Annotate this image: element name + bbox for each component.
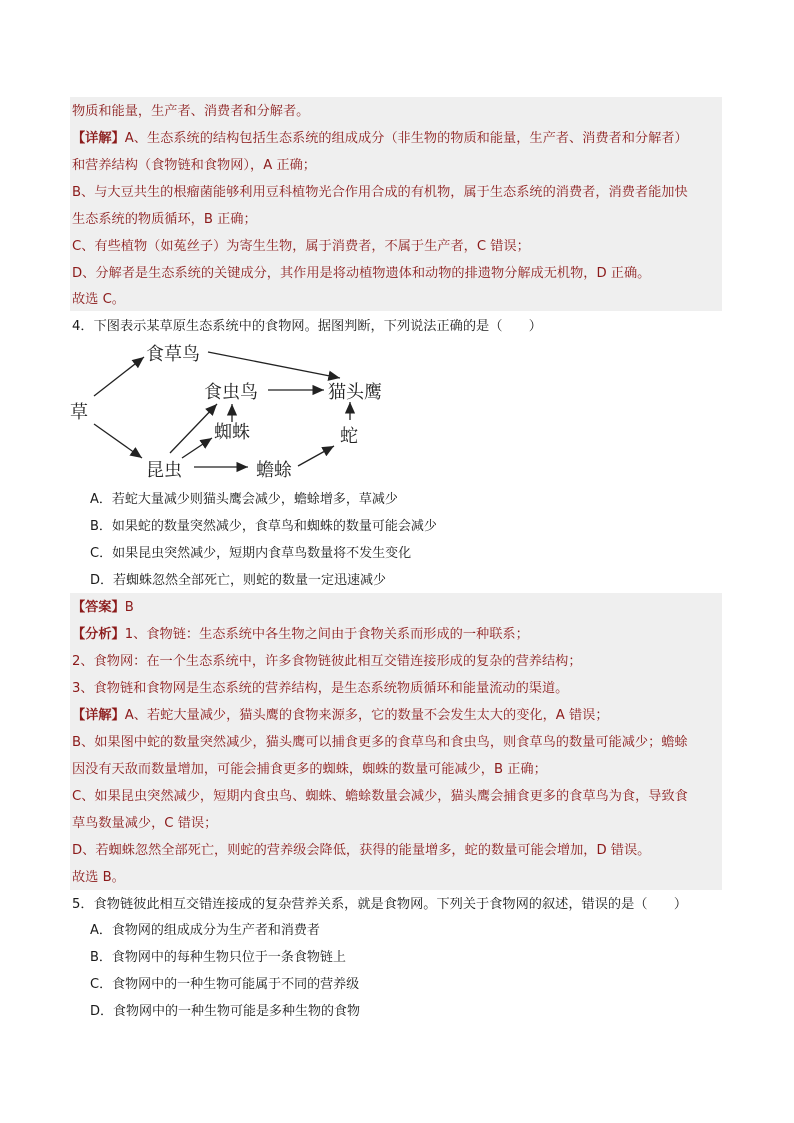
detail-tag-q4: 【详解】 [72, 708, 125, 723]
node-insect: 昆虫 [146, 460, 182, 481]
question-4-option-d: D．若蜘蛛忽然全部死亡，则蛇的数量一定迅速减少 [90, 573, 387, 588]
arrow-grass-insect [94, 424, 142, 458]
node-seed-bird: 食草鸟 [146, 344, 200, 365]
detail-line-5: 草鸟数量减少，C 错误； [72, 816, 218, 831]
question-4-option-b: B．如果蛇的数量突然减少，食草鸟和蜘蛛的数量可能会减少 [90, 519, 437, 534]
arrow-toad-snake [298, 446, 334, 466]
analysis-line-2: 2、食物网：在一个生态系统中，许多食物链彼此相互交错连接形成的复杂的营养结构； [72, 654, 582, 669]
node-snake: 蛇 [340, 426, 358, 447]
top-line-8: 故选 C。 [72, 292, 125, 307]
node-spider: 蜘蛛 [214, 422, 250, 443]
detail-line-3: 因没有天敌而数量增加，可能会捕食更多的蜘蛛，蜘蛛的数量可能减少，B 正确； [72, 762, 547, 777]
top-line-5: 生态系统的物质循环，B 正确； [72, 212, 257, 227]
question-5-option-c: C．食物网中的一种生物可能属于不同的营养级 [90, 977, 360, 992]
arrow-seedbird-owl [208, 352, 340, 378]
node-toad: 蟾蜍 [256, 460, 292, 481]
arrow-insect-insectbird [170, 404, 217, 453]
top-line-2: 【详解】A、生态系统的结构包括生态系统的组成成分（非生物的物质和能量，生产者、消费者和分解者） [72, 131, 688, 146]
arrow-grass-seedbird [94, 357, 144, 396]
detail-line-2: B、如果图中蛇的数量突然减少，猫头鹰可以捕食更多的食草鸟和食虫鸟，则食草鸟的数量可能减少；蟾蜍 [72, 735, 688, 750]
top-line-3: 和营养结构（食物链和食物网），A 正确； [72, 158, 316, 173]
conclusion-line: 故选 B。 [72, 870, 125, 885]
analysis-tag: 【分析】 [72, 627, 125, 642]
analysis-line-1: 【分析】1、食物链：生态系统中各生物之间由于食物关系而形成的一种联系； [72, 627, 529, 642]
top-line-4: B、与大豆共生的根瘤菌能够利用豆科植物光合作用合成的有机物，属于生态系统的消费者，消费者能加快 [72, 185, 688, 200]
node-insect-bird: 食虫鸟 [204, 382, 258, 403]
answer-line: 【答案】B [72, 600, 134, 615]
question-4-option-c: C．如果昆虫突然减少，短期内食草鸟数量将不发生变化 [90, 546, 412, 561]
question-5-stem: 5．食物链彼此相互交错连接成的复杂营养关系，就是食物网。下列关于食物网的叙述，错误的是（ ） [72, 897, 688, 912]
node-grass: 草 [70, 402, 88, 423]
detail-line-4: C、如果昆虫突然减少，短期内食虫鸟、蜘蛛、蟾蜍数量会减少，猫头鹰会捕食更多的食草鸟为食，导致食 [72, 789, 688, 804]
question-5-option-a: A．食物网的组成成分为生产者和消费者 [90, 923, 320, 938]
detail-line-6: D、若蜘蛛忽然全部死亡，则蛇的营养级会降低，获得的能量增多，蛇的数量可能会增加，D 错误。 [72, 843, 651, 858]
node-owl: 猫头鹰 [328, 382, 382, 403]
food-web-diagram [62, 338, 392, 488]
answer-tag: 【答案】 [72, 600, 125, 615]
analysis-line-3: 3、食物链和食物网是生态系统的营养结构，是生态系统物质循环和能量流动的渠道。 [72, 681, 569, 696]
question-4-option-a: A．若蛇大量减少则猫头鹰会减少，蟾蜍增多，草减少 [90, 492, 398, 507]
question-5-option-b: B．食物网中的每种生物只位于一条食物链上 [90, 950, 346, 965]
question-5-option-d: D．食物网中的一种生物可能是多种生物的食物 [90, 1004, 361, 1019]
top-line-6: C、有些植物（如菟丝子）为寄生生物，属于消费者，不属于生产者，C 错误； [72, 239, 530, 254]
detail-tag: 【详解】 [72, 131, 125, 146]
arrow-insect-spider [182, 438, 212, 458]
top-line-7: D、分解者是生态系统的关键成分，其作用是将动植物遗体和动物的排遗物分解成无机物，D 正确。 [72, 266, 651, 281]
top-line-1: 物质和能量，生产者、消费者和分解者。 [72, 104, 310, 119]
detail-line-1: 【详解】A、若蛇大量减少，猫头鹰的食物来源多，它的数量不会发生太大的变化，A 错误； [72, 708, 609, 723]
question-4-stem: 4．下图表示某草原生态系统中的食物网。据图判断，下列说法正确的是（ ） [72, 319, 542, 334]
